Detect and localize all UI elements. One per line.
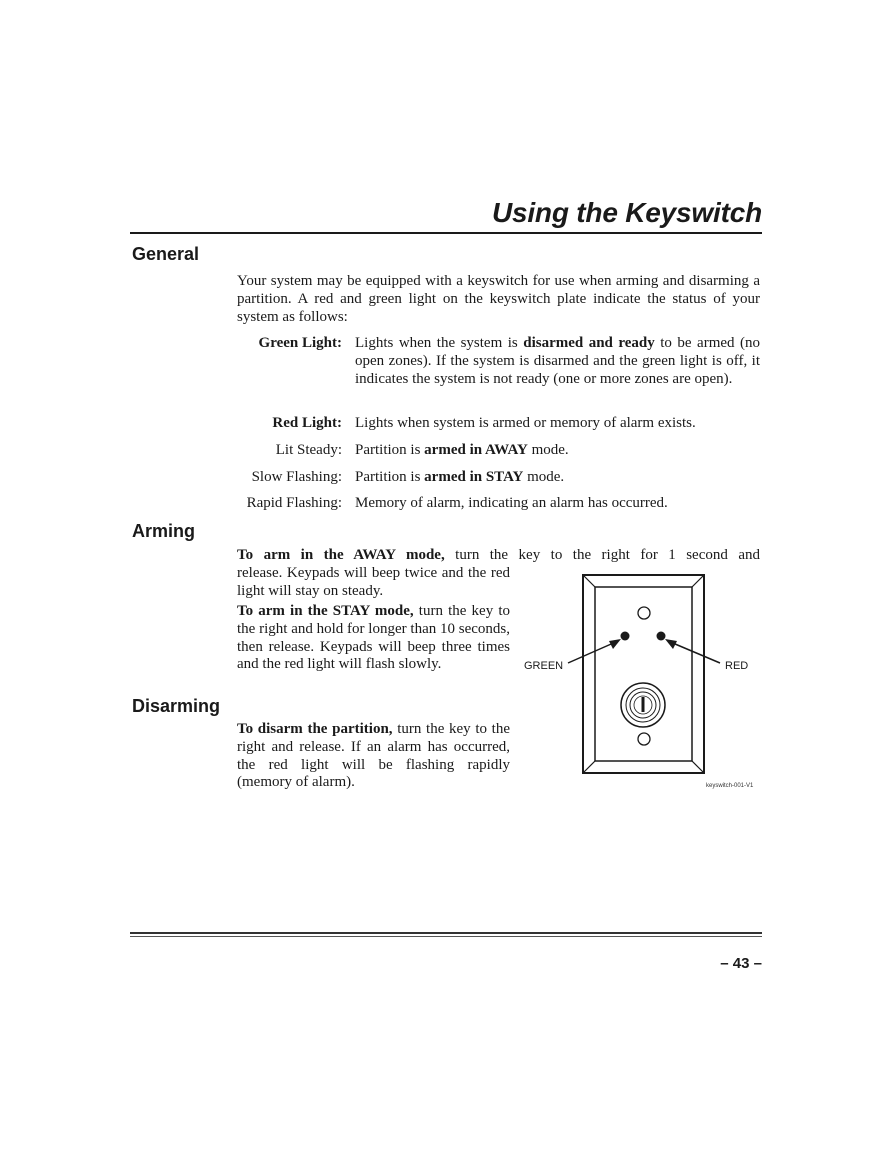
key-slot-icon bbox=[642, 697, 645, 712]
section-heading-general: General bbox=[132, 244, 200, 264]
term-rapid-flashing: Rapid Flashing: bbox=[246, 495, 342, 511]
def-red-light: Lights when system is armed or memory of alarm exists. bbox=[355, 415, 696, 431]
term-red-light: Red Light: bbox=[272, 415, 342, 431]
label-green: GREEN bbox=[524, 660, 564, 672]
arming-away-rest: release. Keypads will beep twice and the red light will stay on steady. bbox=[237, 564, 510, 599]
figure-caption: keyswitch-001-V1 bbox=[706, 783, 754, 789]
label-red: RED bbox=[725, 660, 749, 672]
arming-away-line1: To arm in the AWAY mode, turn the key to the right for 1 second and bbox=[237, 547, 760, 563]
def-rapid-flashing: Memory of alarm, indicating an alarm has occurred. bbox=[355, 495, 668, 511]
term-green-light: Green Light: bbox=[258, 335, 342, 351]
term-slow-flashing: Slow Flashing: bbox=[251, 469, 342, 485]
page-number: – 43 – bbox=[720, 955, 762, 972]
def-green-light: Lights when the system is disarmed and ready to be armed (no open zones). If the system is disarmed and the green light is off, it indicates the system is not ready (one or more zones are open). bbox=[355, 335, 761, 387]
section-heading-arming: Arming bbox=[132, 521, 195, 541]
bottom-screw-icon bbox=[638, 733, 650, 745]
def-lit-steady: Partition is armed in AWAY mode. bbox=[355, 442, 569, 458]
keyswitch-figure bbox=[515, 570, 760, 795]
top-screw-icon bbox=[638, 607, 650, 619]
arming-stay: To arm in the STAY mode, turn the key to the right and hold for longer than 10 seconds, then release. Keypads will beep three times and the red light will flash slowly. bbox=[237, 603, 510, 673]
def-slow-flashing: Partition is armed in STAY mode. bbox=[355, 469, 565, 485]
section-heading-disarming: Disarming bbox=[132, 696, 221, 716]
red-led-icon bbox=[657, 632, 666, 641]
page-title: Using the Keyswitch bbox=[491, 197, 762, 228]
title-rule bbox=[130, 232, 762, 234]
term-lit-steady: Lit Steady: bbox=[275, 442, 342, 458]
general-intro: Your system may be equipped with a keyswitch for use when arming and disarming a partition. A red and green light on the keyswitch plate indicate the status of your system as follows: bbox=[237, 273, 760, 325]
green-led-icon bbox=[621, 632, 630, 641]
footer-rule bbox=[130, 932, 762, 934]
disarming-text: To disarm the partition, turn the key to the right and release. If an alarm has occurred, the red light will be flashing rapidly (memory of alarm). bbox=[237, 721, 511, 791]
footer-rule-thin bbox=[130, 936, 762, 937]
